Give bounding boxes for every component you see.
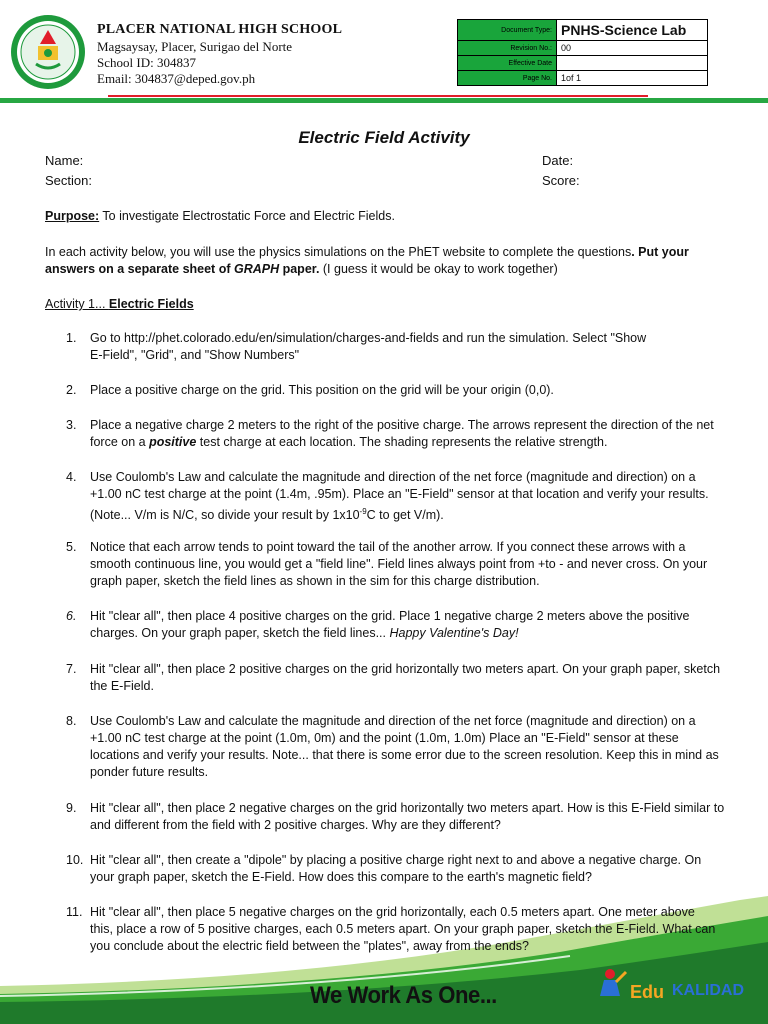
item-number: 5. [66,540,77,554]
item-number: 9. [66,801,77,815]
intro-paragraph [45,244,735,278]
footer-slogan: We Work As One... [310,982,497,1009]
item-number: 4. [66,470,77,484]
document-info-table [457,19,708,86]
list-item [66,539,726,590]
item-text-b: C to get V/m). [366,508,444,523]
doc-type-value: PNHS-Science Lab [557,20,708,41]
item-text-a: Use Coulomb's Law and calculate the magnitude and direction of the net force (magnitude and direction) on a +1.00 nC test charge at the point (1.4m, .95m). Place an "E-Field" sensor at that location and verify your results. (Note... V/m is N/C, so divide your result by 1x10 [90,470,709,523]
item-number: 10. [66,853,84,867]
mascot-icon [598,966,628,1002]
page-no-label: Page No. [458,71,557,86]
revision-value: 00 [557,41,708,56]
item-text: Hit "clear all", then place 2 negative charges on the grid horizontally two meters apart. How is this E-Field similar to and different from the field with 2 positive charges. Why are they different? [90,801,725,832]
item-text: Hit "clear all", then place 5 negative charges on the grid horizontally, each 0.5 meters apart. One meter above this, place a row of 5 positive charges, each 0.5 meters apart. On your graph paper, sketch the E-Field. What can you conclude about the electric field between the "plates", away from the ends? [90,905,716,953]
edukalidad-logo-edu: Edu [630,982,664,1002]
item-text: Hit "clear all", then create a "dipole" by placing a positive charge right next to and above a negative charge. On your graph paper, sketch the E-Field. How does this compare to the earth's magnetic field? [90,853,702,884]
item-number: 11. [66,905,83,919]
school-address: Magsaysay, Placer, Surigao del Norte [97,39,293,54]
item-number: 1. [66,331,77,345]
purpose-label: Purpose: [45,209,100,223]
item-superscript: -9 [359,507,367,516]
intro-text-a: In each activity below, you will use the physics simulations on the PhET website to complete the questions [45,245,632,259]
item-text: Go to http://phet.colorado.edu/en/simulation/charges-and-fields and run the simulation. Select "Show E-Field", "Grid", and "Show Numbers" [90,331,647,362]
intro-text-e: (I guess it would be okay to work together) [319,262,558,276]
date-field-label: Date: [542,153,574,168]
page-title: Electric Field Activity [298,128,470,147]
list-item [66,904,716,955]
purpose-paragraph [45,208,735,225]
list-item [66,661,726,695]
name-field-label: Name: [45,153,84,168]
section-field-label: Section: [45,173,92,188]
list-item [66,852,726,886]
item-number: 7. [66,662,77,676]
list-item [66,417,726,451]
header-red-rule [108,95,648,97]
list-item [66,713,726,781]
list-item [66,608,726,642]
school-name: PLACER NATIONAL HIGH SCHOOL [97,22,343,37]
intro-text-d: paper. [279,262,320,276]
purpose-text: To investigate Electrostatic Force and Electric Fields. [99,209,395,223]
list-item [66,330,726,364]
item-text: Use Coulomb's Law and calculate the magnitude and direction of the net force (magnitude and direction) on a +1.00 nC test charge at the point (1.0m, 0m) and the point (1.0m, 1.0m) Place an "E-Field" sensor at these locations and verify your results. Note... that there is some error due to the screen resolution. Keep this in mind as ponder future results. [90,714,719,779]
effective-date-value [557,56,708,71]
item-text: Place a positive charge on the grid. This position on the grid will be your origin (0,0). [90,383,554,397]
item-emphasis: positive [149,435,197,449]
item-number: 2. [66,383,77,397]
doc-type-label: Document Type: [458,20,557,41]
activity-name: Electric Fields [108,297,194,311]
item-text: Notice that each arrow tends to point toward the tail of the another arrow. If you connect these arrows with a smooth continuous line, you would get a "field line". Field lines always point from +to - and never cross. On your graph paper, sketch the field lines as shown in the sim for this charge distribution. [90,540,708,588]
item-text: Hit "clear all", then place 2 positive charges on the grid horizontally two meters apart. On your graph paper, sketch the E-Field. [90,662,721,693]
item-number: 8. [66,714,77,728]
item-number: 6. [66,609,77,623]
item-text-b: test charge at each location. The shading represents the relative strength. [196,435,608,449]
item-emphasis: Happy Valentine's Day! [389,626,519,640]
score-field-label: Score: [542,173,580,188]
list-item [66,469,726,524]
activity-prefix: Activity 1... [45,297,109,311]
intro-text-graph: GRAPH [233,262,280,276]
intro-text-b: . Put your answers on a separate sheet of [45,245,689,276]
school-seal-logo [10,14,86,90]
effective-date-label: Effective Date [458,56,557,71]
item-text-a: Hit "clear all", then place 4 positive charges on the grid. Place 1 negative charge 2 meters above the positive charges. On your graph paper, sketch the field lines... [90,609,690,640]
school-id: School ID: 304837 [97,55,196,70]
school-email: Email: 304837@deped.gov.ph [97,71,256,86]
item-number: 3. [66,418,77,432]
header-green-rule [0,98,768,103]
item-text-a: Place a negative charge 2 meters to the right of the positive charge. The arrows represent the direction of the net force on a [90,418,714,449]
revision-label: Revision No.: [458,41,557,56]
edukalidad-logo-kalidad: KALIDAD [672,982,744,999]
list-item [66,382,726,399]
page-no-value: 1of 1 [557,71,708,86]
list-item [66,800,726,834]
activity-heading [45,296,194,313]
